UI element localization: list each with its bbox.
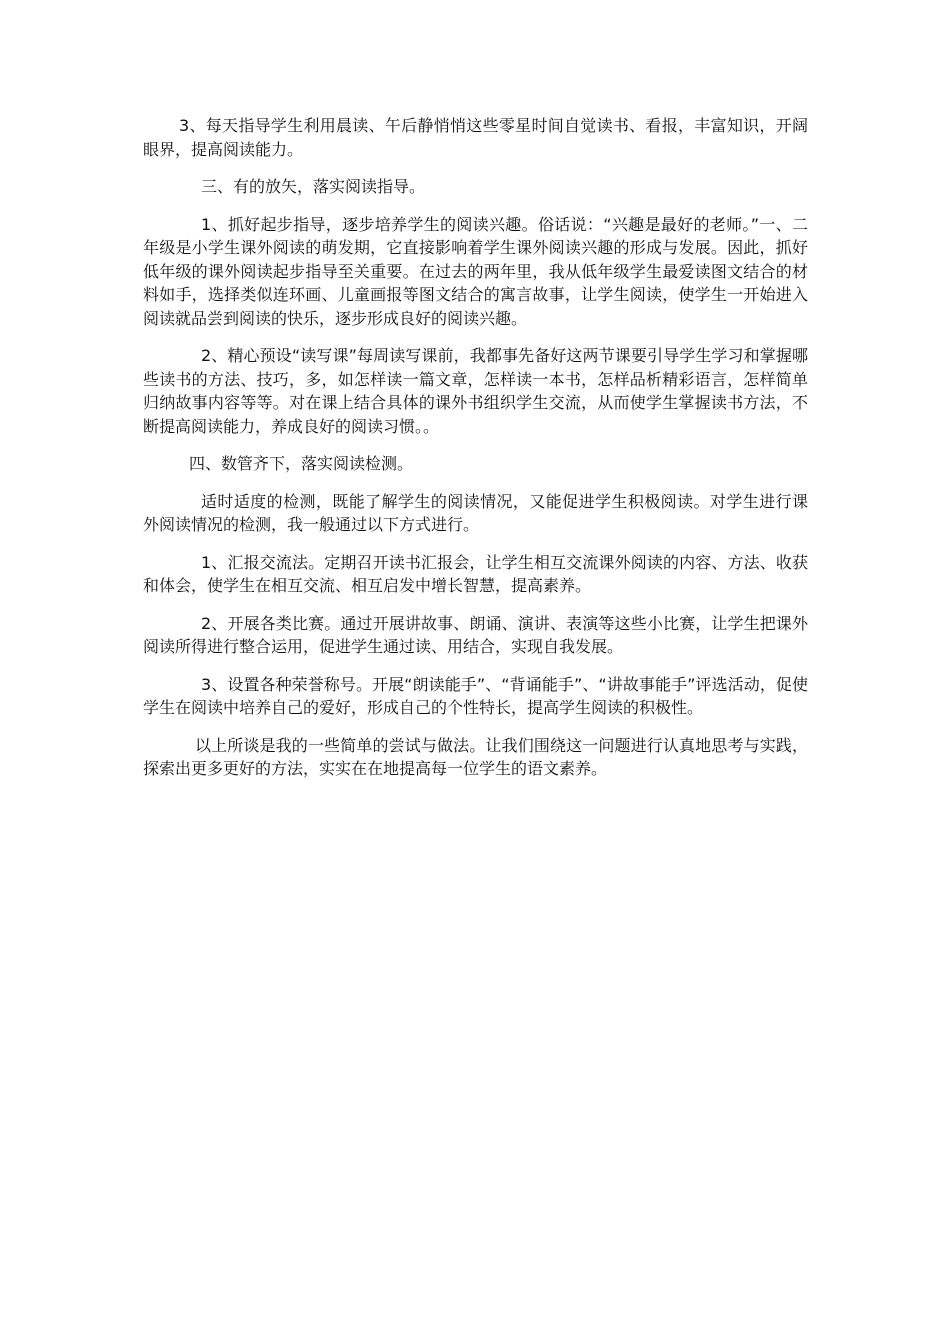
section-heading-reading-assessment: 四、数管齐下，落实阅读检测。 — [189, 454, 414, 473]
paragraph-assessment-intro: 适时适度的检测，既能了解学生的阅读情况，又能促进学生积极阅读。对学生进行课外阅读情况的检测，我一般通过以下方式进行。 — [143, 491, 808, 534]
paragraph-reading-time: 3、每天指导学生利用晨读、午后静悄悄这些零星时间自觉读书、看报，丰富知识，开阔眼界，提高阅读能力。 — [143, 116, 808, 159]
section-heading-reading-guidance: 三、有的放矢，落实阅读指导。 — [201, 177, 426, 196]
paragraph-report-exchange: 1、汇报交流法。定期召开读书汇报会，让学生相互交流课外阅读的内容、方法、收获和体会，使学生在相互交流、相互启发中增长智慧，提高素养。 — [143, 552, 808, 595]
document-page — [143, 114, 808, 781]
paragraph-early-guidance: 1、抓好起步指导，逐步培养学生的阅读兴趣。俗话说：“兴趣是最好的老师。”一、二年级是小学生课外阅读的萌发期，它直接影响着学生课外阅读兴趣的形成与发展。因此，抓好低年级的课外阅读起步指导至关重要。在过去的两年里，我从低年级学生最爱读图文结合的材料如手，选择类似连环画、儿童画报等图文结合的寓言故事，让学生阅读，使学生一开始进入阅读就品尝到阅读的快乐，逐步形成良好的阅读兴趣。 — [143, 214, 808, 328]
paragraph-conclusion: 以上所谈是我的一些简单的尝试与做法。让我们围绕这一问题进行认真地思考与实践，探索出更多更好的方法，实实在在地提高每一位学生的语文素养。 — [143, 735, 808, 778]
paragraph-honor-titles: 3、设置各种荣誉称号。开展“朗读能手”、“背诵能手”、“讲故事能手”评选活动，促使学生在阅读中培养自己的爱好，形成自己的个性特长，提高学生阅读的积极性。 — [143, 674, 808, 717]
paragraph-competitions: 2、开展各类比赛。通过开展讲故事、朗诵、演讲、表演等这些小比赛，让学生把课外阅读所得进行整合运用，促进学生通过读、用结合，实现自我发展。 — [143, 613, 808, 656]
paragraph-reading-writing-class: 2、精心预设“读写课”每周读写课前，我都事先备好这两节课要引导学生学习和掌握哪些读书的方法、技巧，多，如怎样读一篇文章，怎样读一本书，怎样品析精彩语言，怎样简单归纳故事内容等等。对在课上结合具体的课外书组织学生交流，从而使学生掌握读书方法，不断提高阅读能力，养成良好的阅读习惯。。 — [143, 346, 808, 436]
